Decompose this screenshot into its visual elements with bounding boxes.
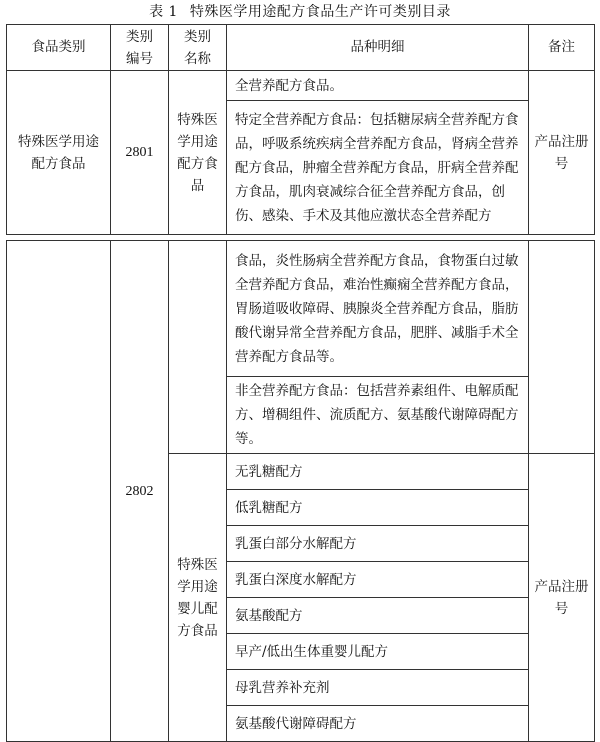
category-cell-continued (7, 241, 111, 742)
detail-item: 食品，炎性肠病全营养配方食品，食物蛋白过敏全营养配方食品，难治性癫痫全营养配方食品，胃肠道吸收障碍、胰腺炎全营养配方食品，脂肪酸代谢异常全营养配方食品，肥胖、减脂手术全营养配方食品等。 (227, 241, 529, 377)
header-row (7, 25, 595, 71)
header-name: 类别名称 (169, 25, 227, 71)
detail-item: 氨基酸代谢障碍配方 (227, 706, 529, 742)
table-row (7, 241, 595, 377)
header-category: 食品类别 (7, 25, 111, 71)
table-row (7, 71, 595, 101)
remark-cell: 产品注册号 (529, 454, 595, 742)
detail-item: 乳蛋白部分水解配方 (227, 526, 529, 562)
table-title (0, 3, 600, 21)
detail-item: 无乳糖配方 (227, 454, 529, 490)
header-remark: 备注 (529, 25, 595, 71)
remark-cell-continued (529, 241, 595, 454)
name-cell: 特殊医学用途婴儿配方食品 (169, 454, 227, 742)
remark-cell: 产品注册号 (529, 71, 595, 235)
header-code: 类别编号 (111, 25, 169, 71)
table-part-2 (6, 240, 594, 742)
code-cell: 2802 (111, 241, 169, 742)
name-cell-continued (169, 241, 227, 454)
name-cell: 特殊医学用途配方食品 (169, 71, 227, 235)
detail-item: 特定全营养配方食品：包括糖尿病全营养配方食品，呼吸系统疾病全营养配方食品，肾病全营养配方食品，肿瘤全营养配方食品，肝病全营养配方食品，肌肉衰减综合征全营养配方食品，创伤、感染、手术及其他应激状态全营养配方 (227, 101, 529, 235)
detail-item: 乳蛋白深度水解配方 (227, 562, 529, 598)
category-cell: 特殊医学用途配方食品 (7, 71, 111, 235)
header-detail: 品种明细 (227, 25, 529, 71)
detail-item: 低乳糖配方 (227, 490, 529, 526)
table-title-text: 特殊医学用途配方食品生产许可类别目录 (189, 4, 451, 20)
detail-item: 早产/低出生体重婴儿配方 (227, 634, 529, 670)
code-cell: 2801 (111, 71, 169, 235)
table-number: 表 1 (149, 4, 178, 20)
detail-item: 非全营养配方食品：包括营养素组件、电解质配方、增稠组件、流质配方、氨基酸代谢障碍配方等。 (227, 377, 529, 454)
detail-item: 氨基酸配方 (227, 598, 529, 634)
detail-item: 母乳营养补充剂 (227, 670, 529, 706)
table-part-1 (6, 24, 594, 235)
detail-item: 全营养配方食品。 (227, 71, 529, 101)
